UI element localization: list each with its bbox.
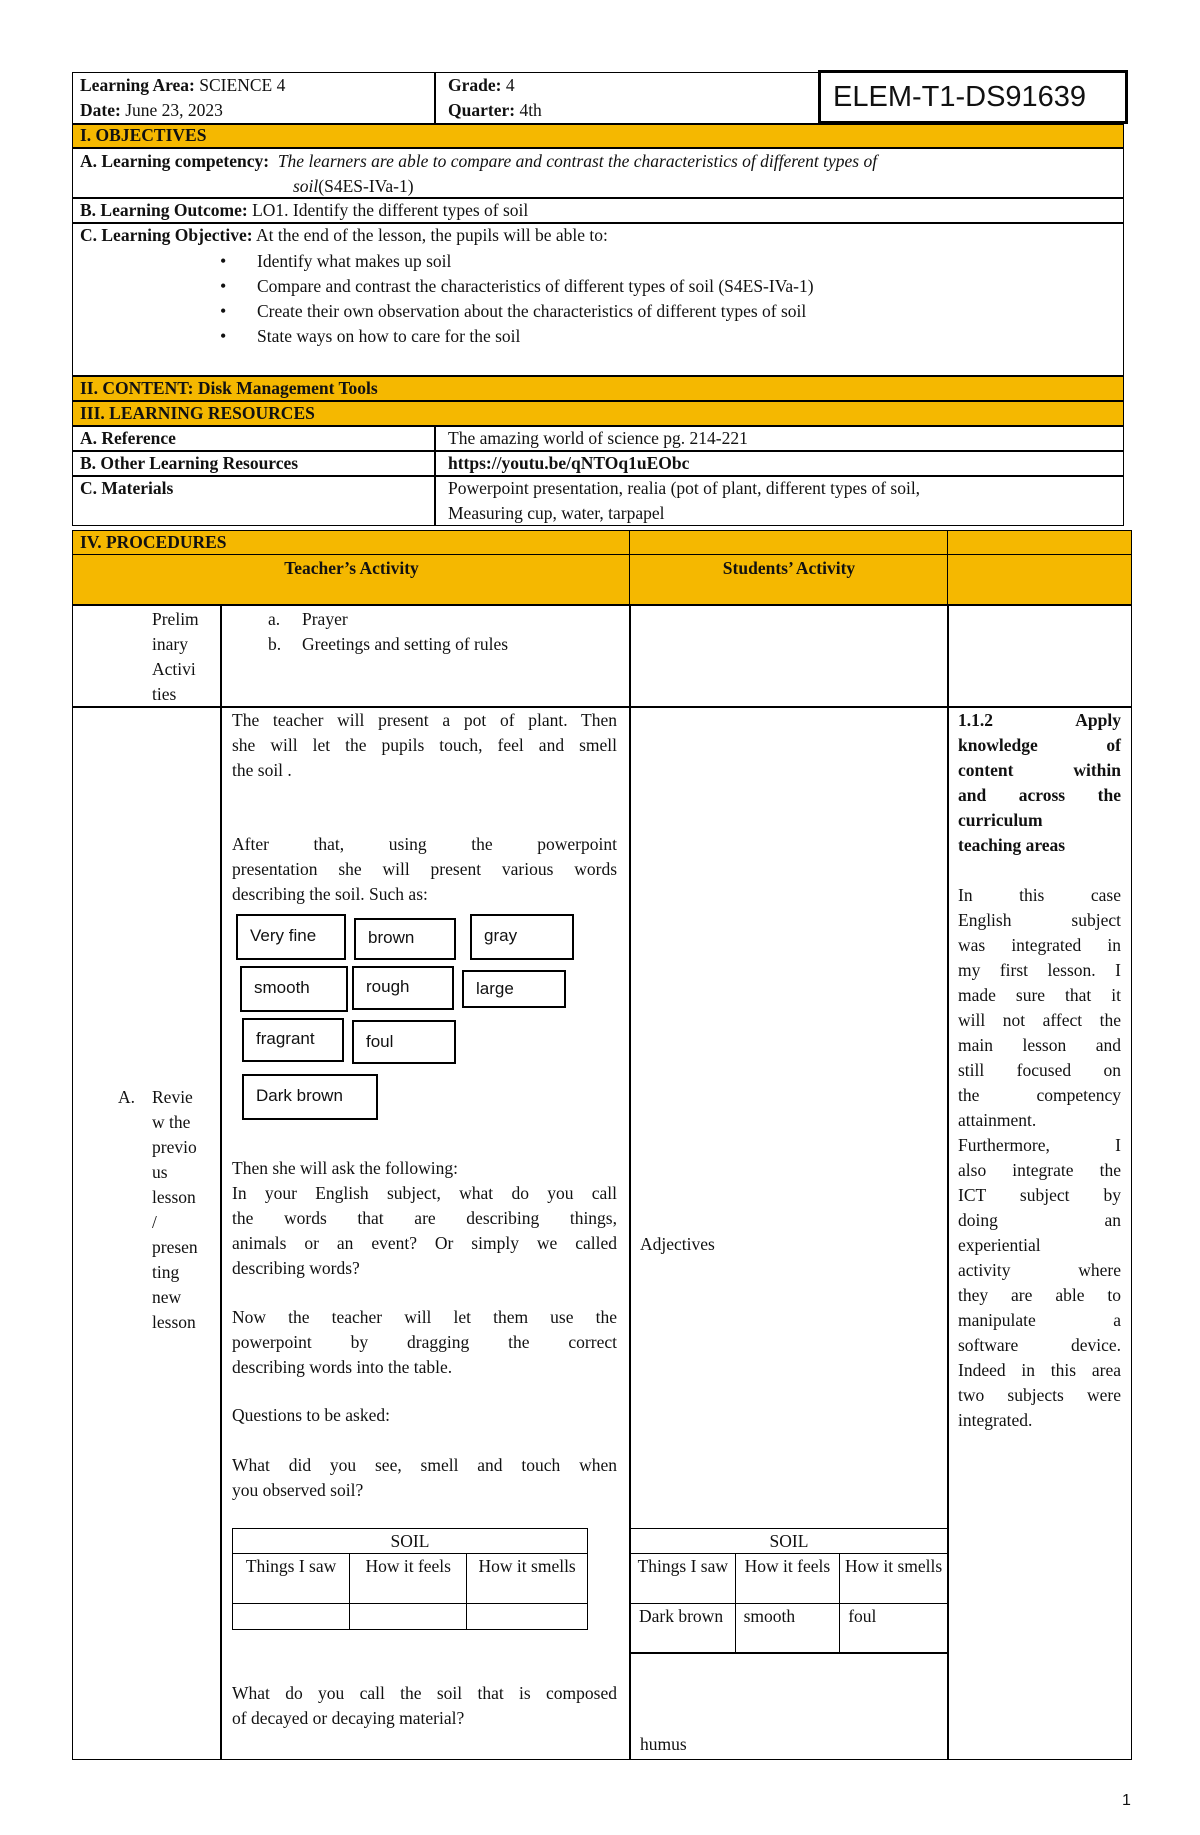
reference-value: The amazing world of science pg. 214-221 <box>448 428 748 448</box>
soil-answer-saw: Dark brown <box>631 1604 736 1654</box>
list-item: • State ways on how to care for the soil <box>220 324 814 349</box>
other-resources-link[interactable]: https://youtu.be/qNTOq1uEObc <box>448 453 690 473</box>
answer-divider <box>630 1652 948 1653</box>
soil-col-feels: How it feels <box>350 1554 467 1604</box>
prelim-item-b: Greetings and setting of rules <box>302 634 509 654</box>
teacher-paragraph-5: Now the teacher will let them use the powerpoint by dragging the correct describing words into the table. <box>232 1307 617 1377</box>
materials-label: C. Materials <box>80 478 174 498</box>
content-heading: II. CONTENT: Disk Management Tools <box>80 378 378 398</box>
reference-label: A. Reference <box>80 428 176 448</box>
procedures-heading-cell-2 <box>629 530 949 556</box>
prelim-remarks-cell <box>947 604 1132 708</box>
word-box-very-fine[interactable]: Very fine <box>236 914 346 960</box>
soil-col-feels: How it feels <box>735 1554 840 1604</box>
review-label: Revie w the previo us lesson / presen ting new lesson <box>152 1087 198 1332</box>
word-box-gray[interactable]: gray <box>470 914 574 960</box>
answer-humus: humus <box>640 1734 687 1754</box>
materials-line-1: Powerpoint presentation, realia (pot of plant, different types of soil, <box>448 478 921 498</box>
word-box-large[interactable]: large <box>462 970 566 1008</box>
word-box-fragrant[interactable]: fragrant <box>242 1018 344 1062</box>
soil-empty-cell[interactable] <box>467 1604 588 1630</box>
answer-adjectives: Adjectives <box>640 1234 715 1254</box>
document-code-box <box>818 70 1128 124</box>
soil-col-things-saw: Things I saw <box>631 1554 736 1604</box>
learning-objective: C. Learning Objective: At the end of the lesson, the pupils will be able to: <box>80 225 608 245</box>
other-resources-label: B. Other Learning Resources <box>80 453 299 473</box>
students-activity-header: Students’ Activity <box>722 558 856 578</box>
document-code: ELEM-T1-DS91639 <box>833 81 1087 113</box>
remark-body: In this case English subject was integrated in my first lesson. I made sure that it will not affect the main lesson and still focused on the competency attainment. Furthermore, I also integrate the ICT subject by doing an experiential activity where they are able to manipulate a software device. Indeed in this area two subjects were integrated. <box>958 885 1121 1430</box>
soil-empty-cell[interactable] <box>233 1604 350 1630</box>
soil-table-empty <box>232 1528 588 1630</box>
word-box-smooth[interactable]: smooth <box>240 966 348 1012</box>
soil-table-title: SOIL <box>631 1529 948 1554</box>
procedures-heading: IV. PROCEDURES <box>80 532 227 552</box>
teacher-paragraph-8: What do you call the soil that is composed of decayed or decaying material? <box>232 1683 617 1728</box>
teacher-paragraph-3: Then she will ask the following: <box>232 1158 459 1178</box>
objective-list <box>220 249 814 349</box>
review-label-cell <box>72 706 222 1760</box>
objectives-heading: I. OBJECTIVES <box>80 125 207 145</box>
teacher-paragraph-4: In your English subject, what do you call the words that are describing things, animals or an event? Or simply we called describing words? <box>232 1183 617 1278</box>
soil-answer-smells: foul <box>840 1604 948 1654</box>
grade: Grade: 4 <box>448 75 515 95</box>
list-item: • Identify what makes up soil <box>220 249 814 274</box>
teacher-paragraph-1: The teacher will present a pot of plant. Then she will let the pupils touch, feel and smell the soil . <box>232 710 617 780</box>
soil-table-title: SOIL <box>233 1529 588 1554</box>
list-item: • Compare and contrast the characteristics of different types of soil (S4ES-IVa-1) <box>220 274 814 299</box>
date: Date: June 23, 2023 <box>80 100 223 120</box>
remark-title: 1.1.2 Apply knowledge of content within and across the curriculum teaching areas <box>958 710 1121 855</box>
word-box-dark-brown[interactable]: Dark brown <box>242 1074 378 1120</box>
teacher-paragraph-7: What did you see, smell and touch when you observed soil? <box>232 1455 617 1500</box>
prelim-students-cell <box>629 604 949 708</box>
learning-area: Learning Area: SCIENCE 4 <box>80 75 286 95</box>
teacher-paragraph-2: After that, using the powerpoint presentation she will present various words describing the soil. Such as: <box>232 834 617 904</box>
prelim-label: Prelim inary Activi ties <box>152 609 199 704</box>
soil-table-filled <box>630 1528 948 1654</box>
learning-outcome: B. Learning Outcome: LO1. Identify the different types of soil <box>80 200 529 220</box>
word-box-rough[interactable]: rough <box>352 966 454 1010</box>
soil-col-smells: How it smells <box>467 1554 588 1604</box>
teacher-paragraph-6: Questions to be asked: <box>232 1405 390 1425</box>
word-box-foul[interactable]: foul <box>352 1020 456 1064</box>
soil-empty-cell[interactable] <box>350 1604 467 1630</box>
prelim-item-a: Prayer <box>302 609 348 629</box>
prelim-item-b-marker: b. <box>268 634 282 654</box>
resources-heading: III. LEARNING RESOURCES <box>80 403 315 423</box>
prelim-label-cell <box>72 604 222 708</box>
remarks-col-header <box>947 554 1132 606</box>
competency: A. Learning competency: The learners are able to compare and contrast the characteristics of different types of <box>80 151 878 171</box>
word-box-brown[interactable]: brown <box>354 918 456 960</box>
materials-line-2: Measuring cup, water, tarpapel <box>448 503 665 523</box>
procedures-heading-cell-3 <box>947 530 1132 556</box>
soil-col-smells: How it smells <box>840 1554 948 1604</box>
page-number: 1 <box>1122 1792 1131 1809</box>
soil-answer-feels: smooth <box>735 1604 840 1654</box>
objectives-heading-row <box>72 124 1124 148</box>
quarter: Quarter: 4th <box>448 100 542 120</box>
prelim-item-a-marker: a. <box>268 609 281 629</box>
competency-line2: soil(S4ES-IVa-1) <box>293 176 414 196</box>
list-item: • Create their own observation about the characteristics of different types of soil <box>220 299 814 324</box>
teacher-activity-header: Teacher’s Activity <box>284 558 419 578</box>
review-letter: A. <box>118 1087 136 1107</box>
soil-col-things-saw: Things I saw <box>233 1554 350 1604</box>
